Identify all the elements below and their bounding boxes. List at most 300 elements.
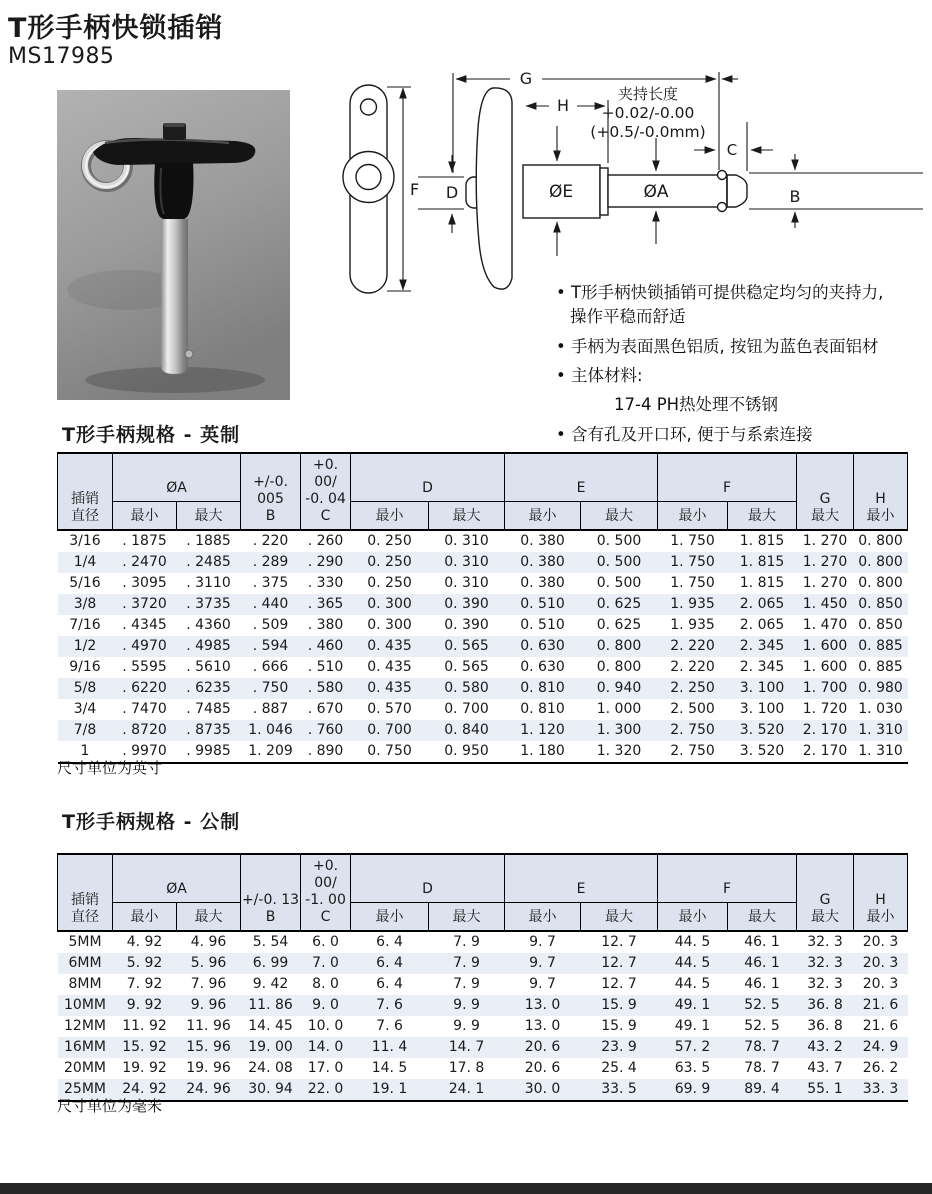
pin-diameter-cell: 1 [58, 741, 113, 763]
table-cell: 1. 750 [670, 554, 715, 570]
table-cell: 20. 3 [862, 934, 899, 950]
table-cell: . 3720 [122, 596, 167, 612]
col-subheader-min [351, 502, 429, 531]
table-cell: 44. 5 [674, 955, 711, 971]
table-cell: 2. 220 [670, 659, 715, 675]
table-cell: 52. 5 [744, 1018, 780, 1034]
pin-diameter-cell: 5/16 [69, 575, 101, 591]
table-cell: 17. 8 [448, 1060, 485, 1076]
table-cell: . 289 [252, 554, 289, 570]
header-line: 最大 [605, 508, 634, 524]
table-cell: 0. 565 [444, 659, 489, 675]
header-line: 最大 [748, 909, 777, 925]
table-cell: . 670 [307, 701, 344, 717]
dim-label-g: G [519, 70, 533, 88]
table-cell: . 8735 [186, 722, 231, 738]
table-cell: 0. 380 [520, 554, 565, 570]
col-header-f [658, 453, 797, 502]
table-cell: 2. 750 [658, 741, 728, 763]
table-cell: 0. 435 [367, 680, 412, 696]
table-cell: 9. 96 [190, 997, 227, 1013]
table-cell: 19. 00 [248, 1039, 293, 1055]
header-line: G [819, 491, 831, 507]
table-cell: 52. 5 [744, 997, 780, 1013]
table-cell: 12. 7 [601, 955, 637, 971]
table-cell: 14. 7 [448, 1039, 485, 1055]
table-cell: . 9970 [113, 741, 177, 763]
table-cell: 4. 92 [126, 934, 163, 950]
col-subheader-max [177, 502, 241, 531]
pin-diameter-cell: 1/2 [73, 638, 97, 654]
col-header-g [797, 453, 854, 530]
col-subheader-max [581, 903, 658, 932]
unit-note-imperial: 尺寸单位为英寸 [57, 759, 163, 777]
pin-diameter-cell: 25MM [58, 1079, 113, 1101]
table-cell: 24. 08 [248, 1060, 293, 1076]
table-row [58, 1079, 908, 1101]
pin-diameter-cell: 1/4 [73, 554, 97, 570]
table-cell: 0. 625 [596, 617, 642, 633]
pin-diameter-cell: 20MM [64, 1060, 106, 1076]
part-number: MS17985 [8, 44, 115, 69]
bullet-marker: • [556, 283, 571, 302]
table-cell: 5. 92 [126, 955, 163, 971]
table-cell: 11. 4 [371, 1039, 408, 1055]
col-subheader-min [658, 502, 728, 531]
table-cell: 11. 86 [248, 997, 293, 1013]
table-cell: 1. 600 [802, 659, 848, 675]
table-row [58, 1016, 908, 1037]
dim-label-f: F [410, 180, 420, 199]
table-cell: 14. 5 [371, 1060, 408, 1076]
col-header-a [113, 854, 241, 903]
pin-diameter-cell: 7/8 [73, 722, 97, 738]
table-cell: 7. 96 [190, 976, 227, 992]
table-cell: 20. 6 [524, 1039, 561, 1055]
table-row [58, 1058, 908, 1079]
header-line: 最小 [130, 909, 159, 925]
feature-item: • 主体材料: [556, 366, 643, 385]
table-cell: 0. 565 [444, 638, 489, 654]
table-cell: 0. 380 [520, 575, 565, 591]
header-line: 插销 [71, 892, 99, 908]
header-line: 插销 [71, 491, 99, 507]
header-line: B [265, 508, 276, 524]
table-cell: 0. 625 [596, 596, 642, 612]
table-cell: 1. 310 [858, 722, 903, 738]
table-cell: 1. 300 [596, 722, 642, 738]
table-cell: 1. 030 [858, 701, 903, 717]
header-line: 最小 [375, 909, 404, 925]
table-cell: . 5595 [122, 659, 167, 675]
table-cell: 2. 170 [802, 722, 848, 738]
table-cell: . 365 [307, 596, 344, 612]
pin-diameter-cell: 3/8 [73, 596, 97, 612]
header-line: 最大 [194, 909, 223, 925]
table-cell: 7. 0 [312, 955, 339, 971]
col-subheader-max [429, 502, 505, 531]
front-view [343, 85, 394, 293]
table-cell: 1. 750 [670, 533, 715, 549]
table-cell: 46. 1 [744, 934, 780, 950]
table-cell: 2. 220 [670, 638, 715, 654]
table-cell: . 380 [307, 617, 344, 633]
header-line: D [422, 881, 433, 897]
table-cell: 69. 9 [658, 1079, 728, 1101]
table-cell: 49. 1 [674, 1018, 711, 1034]
feature-item: 操作平稳而舒适 [570, 307, 686, 326]
header-line: E [576, 881, 586, 897]
header-line: -0. 04 [305, 491, 346, 507]
table-cell: 9. 42 [252, 976, 289, 992]
table-cell: . 6220 [122, 680, 167, 696]
table-cell: 0. 570 [367, 701, 412, 717]
table-cell: 9. 9 [453, 1018, 480, 1034]
table-cell: 1. 815 [739, 533, 785, 549]
pin-diameter-cell: 6MM [68, 955, 102, 971]
table-cell: 0. 800 [858, 533, 903, 549]
table-row [58, 552, 908, 573]
table-cell: 0. 500 [596, 533, 642, 549]
col-subheader-max [429, 903, 505, 932]
table-cell: . 594 [252, 638, 289, 654]
header-line: 最大 [452, 909, 481, 925]
table-cell: 1. 120 [520, 722, 565, 738]
table-row [58, 636, 908, 657]
table-cell: 6. 4 [376, 934, 403, 950]
table-cell: 46. 1 [744, 955, 780, 971]
table-cell: . 460 [307, 638, 344, 654]
header-line: -1. 00 [305, 892, 346, 908]
unit-note-metric: 尺寸单位为毫米 [57, 1097, 163, 1115]
table-cell: 1. 270 [802, 554, 848, 570]
feature-item: • 手柄为表面黑色铝质, 按钮为蓝色表面铝材 [556, 337, 879, 356]
table-cell: . 5610 [186, 659, 231, 675]
dim-label-b: B [789, 187, 801, 206]
table-cell: 12. 7 [601, 934, 637, 950]
header-line: D [422, 480, 433, 496]
header-line: 最大 [811, 508, 840, 524]
col-subheader-min [113, 502, 177, 531]
table-cell: 9. 7 [529, 955, 556, 971]
dimension-diagram-drawing [340, 70, 932, 305]
table-cell: 0. 840 [444, 722, 489, 738]
table-cell: . 2470 [122, 554, 167, 570]
lock-ball-bottom [718, 203, 727, 212]
header-line: +/-0. 13 [241, 892, 300, 908]
pin-diameter-cell: 5/8 [73, 680, 97, 696]
bullet-marker: • [556, 425, 571, 444]
table-row [58, 974, 908, 995]
table-cell: 0. 510 [520, 617, 565, 633]
table-row [58, 931, 908, 953]
header-line: 最大 [748, 508, 777, 524]
table-cell: 1. 000 [596, 701, 642, 717]
table-cell: . 8720 [122, 722, 167, 738]
table-cell: 2. 170 [797, 741, 854, 763]
col-header-b [241, 854, 301, 931]
header-line: B [265, 909, 276, 925]
table-cell: 15. 9 [601, 1018, 637, 1034]
table-cell: 63. 5 [674, 1060, 711, 1076]
table-cell: . 375 [252, 575, 289, 591]
table-cell: 0. 250 [367, 575, 412, 591]
table-row [58, 530, 908, 552]
table-cell: 0. 510 [520, 596, 565, 612]
header-line: C [320, 508, 331, 524]
col-header-pin-diameter [58, 854, 113, 931]
header-line: 最小 [375, 508, 404, 524]
feature-item: • 含有孔及开口环, 便于与系索连接 [556, 425, 813, 444]
col-subheader-max [728, 903, 797, 932]
table-cell: 30. 0 [505, 1079, 581, 1101]
table-cell: 0. 800 [858, 554, 903, 570]
table-cell: 19. 92 [122, 1060, 167, 1076]
table-cell: . 1875 [122, 533, 167, 549]
table-cell: 33. 3 [854, 1079, 908, 1101]
header-line: 直径 [71, 909, 99, 925]
table-cell: 3. 100 [739, 680, 785, 696]
table-cell: 13. 0 [524, 997, 561, 1013]
table-cell: . 750 [252, 680, 289, 696]
pin-diameter-cell: 3/4 [73, 701, 97, 717]
col-subheader-max [177, 903, 241, 932]
table-cell: 55. 1 [797, 1079, 854, 1101]
table-cell: 2. 065 [739, 596, 785, 612]
table-cell: 1. 320 [581, 741, 658, 763]
clamp-note-line1: 夹持长度 [617, 85, 679, 103]
table-cell: 0. 700 [367, 722, 412, 738]
table-cell: 32. 3 [807, 976, 843, 992]
table-cell: 9. 7 [529, 976, 556, 992]
col-subheader-min [505, 502, 581, 531]
table-cell: 0. 850 [858, 596, 903, 612]
table-cell: . 890 [301, 741, 351, 763]
table-cell: 0. 380 [520, 533, 565, 549]
table-cell: . 510 [307, 659, 344, 675]
pin-diameter-cell: 16MM [64, 1039, 106, 1055]
col-header-e [505, 854, 658, 903]
col-header-b [241, 453, 301, 530]
table-cell: 0. 800 [858, 575, 903, 591]
table-cell: 46. 1 [744, 976, 780, 992]
header-line: 最大 [605, 909, 634, 925]
feature-item: • T形手柄快锁插销可提供稳定均匀的夹持力, [556, 283, 884, 302]
table-cell: 3. 520 [739, 722, 785, 738]
table-cell: 24. 92 [113, 1079, 177, 1101]
table-cell: 0. 630 [520, 659, 565, 675]
table-cell: 0. 630 [520, 638, 565, 654]
table-cell: 9. 92 [126, 997, 163, 1013]
table-cell: 43. 7 [807, 1060, 843, 1076]
table-cell: 1. 450 [802, 596, 848, 612]
table-cell: 21. 6 [862, 997, 899, 1013]
table-cell: . 3735 [186, 596, 231, 612]
table-cell: 15. 96 [186, 1039, 231, 1055]
detent-ball [185, 350, 193, 358]
table-cell: 36. 8 [807, 1018, 843, 1034]
col-header-f [658, 854, 797, 903]
table-cell: 36. 8 [807, 997, 843, 1013]
table-cell: . 9985 [177, 741, 241, 763]
table-cell: 33. 5 [581, 1079, 658, 1101]
table-cell: 0. 850 [858, 617, 903, 633]
table-cell: 2. 345 [739, 659, 785, 675]
table-cell: 1. 310 [854, 741, 908, 763]
table-cell: 3. 520 [728, 741, 797, 763]
col-subheader-max [728, 502, 797, 531]
table-cell: . 2485 [186, 554, 231, 570]
table-cell: 1. 750 [670, 575, 715, 591]
table-row [58, 720, 908, 741]
col-subheader-min [113, 903, 177, 932]
table-cell: 6. 99 [252, 955, 289, 971]
table-cell: 57. 2 [674, 1039, 711, 1055]
header-line: 最小 [130, 508, 159, 524]
table-cell: 78. 7 [744, 1060, 780, 1076]
pin-diameter-cell: 9/16 [69, 659, 101, 675]
table-cell: 0. 435 [367, 638, 412, 654]
table-cell: 1. 180 [505, 741, 581, 763]
table-cell: 2. 500 [670, 701, 715, 717]
table-row [58, 1037, 908, 1058]
col-subheader-min [658, 903, 728, 932]
table-cell: 0. 885 [858, 638, 903, 654]
col-subheader-min [351, 903, 429, 932]
table-cell: 9. 9 [453, 997, 480, 1013]
table-cell: 17. 0 [307, 1060, 344, 1076]
table-cell: 32. 3 [807, 934, 843, 950]
header-line: C [320, 909, 331, 925]
table-cell: 21. 6 [862, 1018, 899, 1034]
table-cell: 1. 815 [739, 554, 785, 570]
table-cell: 43. 2 [807, 1039, 843, 1055]
table-cell: 15. 9 [601, 997, 637, 1013]
table-row [58, 953, 908, 974]
dim-label-h: H [556, 96, 570, 115]
table-cell: 14. 0 [307, 1039, 344, 1055]
table-cell: 1. 046 [248, 722, 293, 738]
header-line: H [875, 892, 886, 908]
table-cell: 0. 500 [596, 575, 642, 591]
table-row [58, 657, 908, 678]
col-subheader-max [581, 502, 658, 531]
table-cell: 20. 6 [524, 1060, 561, 1076]
header-line: F [723, 881, 732, 897]
dim-label-a: ØA [643, 182, 669, 202]
header-line: F [723, 480, 732, 496]
table-cell: 7. 9 [453, 976, 480, 992]
feature-item: 17-4 PH热处理不锈钢 [614, 395, 779, 414]
handle-blade [476, 88, 512, 289]
table-cell: 0. 700 [444, 701, 489, 717]
table-cell: 0. 800 [596, 659, 642, 675]
table-cell: . 4345 [122, 617, 167, 633]
page-footer-bar [0, 1183, 932, 1194]
table-cell: 1. 700 [802, 680, 848, 696]
table-cell: 25. 4 [601, 1060, 637, 1076]
table-cell: 1. 935 [670, 617, 715, 633]
table-cell: 26. 2 [862, 1060, 899, 1076]
col-subheader-min [505, 903, 581, 932]
header-line: 最小 [678, 909, 707, 925]
pin-tip [727, 175, 747, 207]
table-cell: 78. 7 [744, 1039, 780, 1055]
dim-label-d: D [445, 183, 459, 202]
table-cell: 7. 9 [453, 934, 480, 950]
table-cell: 0. 250 [367, 533, 412, 549]
header-line: ØA [166, 881, 187, 897]
header-line: ØA [166, 480, 187, 496]
header-line: 最大 [194, 508, 223, 524]
table-cell: 1. 270 [802, 575, 848, 591]
table-cell: 24. 96 [177, 1079, 241, 1101]
header-line: +0. 00/ [312, 858, 339, 891]
header-line: E [576, 480, 586, 496]
table-cell: 2. 065 [739, 617, 785, 633]
table-cell: 8. 0 [312, 976, 339, 992]
table-cell: 0. 390 [444, 617, 489, 633]
pin-diameter-cell: 5MM [68, 934, 102, 950]
table-cell: 23. 9 [601, 1039, 637, 1055]
table-cell: 0. 310 [444, 533, 489, 549]
table-cell: . 1885 [186, 533, 231, 549]
table-cell: 6. 4 [376, 976, 403, 992]
table-cell: 7. 6 [376, 997, 403, 1013]
imperial-spec-table [57, 452, 908, 764]
table-cell: 1. 720 [802, 701, 848, 717]
table-cell: 7. 6 [376, 1018, 403, 1034]
header-line: G [819, 892, 831, 908]
table-cell: 0. 800 [596, 638, 642, 654]
table-cell: 5. 96 [190, 955, 227, 971]
metric-spec-table [57, 853, 908, 1102]
table-cell: . 7485 [186, 701, 231, 717]
table-cell: 0. 980 [858, 680, 903, 696]
pin-diameter-cell: 7/16 [69, 617, 101, 633]
table-cell: 22. 0 [301, 1079, 351, 1101]
table-cell: 2. 250 [670, 680, 715, 696]
table-cell: 11. 96 [186, 1018, 231, 1034]
table-cell: . 7470 [122, 701, 167, 717]
product-photo-image [57, 90, 290, 400]
table-cell: 9. 7 [529, 934, 556, 950]
table-cell: 20. 3 [862, 955, 899, 971]
table-cell: . 509 [252, 617, 289, 633]
table-cell: 0. 250 [367, 554, 412, 570]
table-cell: 0. 300 [367, 617, 412, 633]
table-cell: 0. 750 [351, 741, 429, 763]
header-line: +0. 00/ [312, 457, 339, 490]
table-cell: 11. 92 [122, 1018, 167, 1034]
header-line: H [875, 491, 886, 507]
table-cell: 0. 940 [596, 680, 642, 696]
page-title: T形手柄快锁插销 [8, 13, 224, 44]
table-cell: . 887 [252, 701, 289, 717]
table-cell: 0. 950 [429, 741, 505, 763]
header-line: 最小 [866, 508, 895, 524]
table-cell: 0. 810 [520, 680, 565, 696]
table-cell: 1. 209 [241, 741, 301, 763]
pin-diameter-cell: 3/16 [69, 533, 101, 549]
table-cell: 24. 9 [862, 1039, 899, 1055]
dim-label-e: ØE [548, 182, 574, 202]
table-cell: . 260 [307, 533, 344, 549]
col-header-c [301, 854, 351, 931]
table-cell: 89. 4 [728, 1079, 797, 1101]
clamp-note-line3: (+0.5/-0.0mm) [590, 123, 706, 141]
table-cell: 0. 300 [367, 596, 412, 612]
